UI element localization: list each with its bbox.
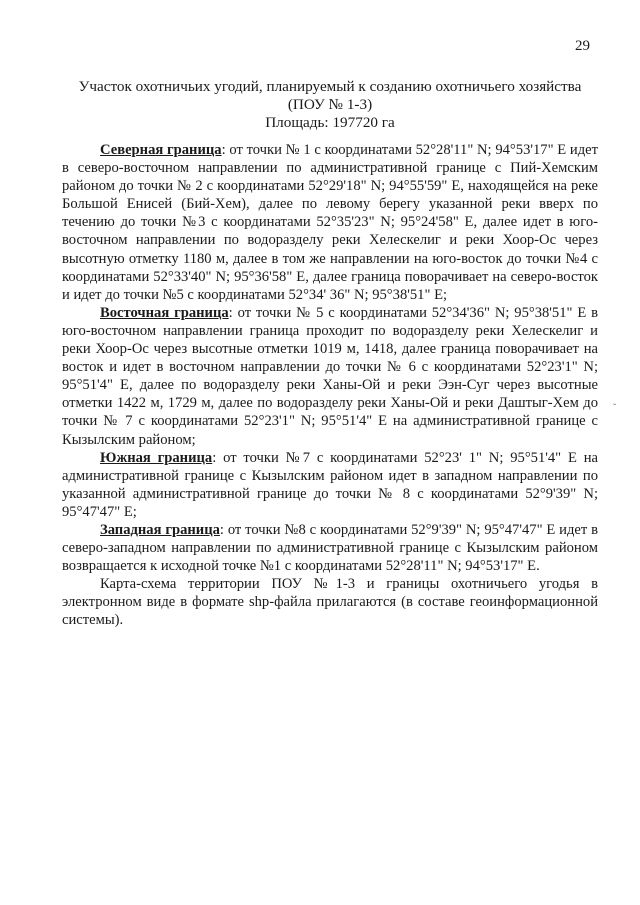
page-number: 29 — [575, 38, 590, 54]
south-boundary-heading: Южная граница — [100, 449, 213, 466]
document-body — [62, 141, 598, 630]
east-boundary-heading: Восточная граница — [100, 304, 229, 321]
north-boundary-paragraph — [62, 141, 598, 304]
west-boundary-heading: Западная граница — [100, 521, 220, 538]
north-boundary-text: : от точки № 1 с координатами 52°28'11" N; 94°53'17" E идет в северо-восточном направлении по административной границе с Пий-Хемским районом до точки № 2 с координатами 52°29'18" N; 94°55'59" E, находящейся на реке Большой Енисей (Бий-Хем), далее по левому берегу указанной реки вверх по течению до точки №3 с координатами 52°35'23" N; 95°24'58" E, далее идет в юго-восточном направлении по водоразделу реки Хелескелиг и реки Хоор-Ос через высотную отметку 1180 м, далее в том же направлении на юго-восток до точки №4 с координатами 52°33'40" N; 95°36'58" E, далее граница поворачивает на северо-восток и идет до точки №5 с координатами 52°34' 36" N; 95°38'51" E; — [62, 142, 599, 303]
east-boundary-text: : от точки № 5 с координатами 52°34'36" N; 95°38'51" E в юго-восточном направлении граница проходит по водоразделу реки Хелескелиг и реки Хоор-Ос через высотные отметки 1019 м, 1418, далее граница поворачивает на восток и идет в восточном направлении до точки № 6 с координатами 52°23'1" N; 95°51'4" E, далее по водоразделу реки Ханы-Ой и реки Ээн-Суг через высотные отметки 1422 м, 1729 м, далее по водоразделу реки Ханы-Ой и реки Даштыг-Хем до точки № 7 с координатами 52°23'1" N; 95°51'4" E на административной границе с Кызылским районом; — [62, 304, 598, 448]
south-boundary-paragraph — [62, 449, 598, 521]
west-boundary-paragraph — [62, 521, 598, 575]
north-boundary-heading: Северная граница — [100, 142, 222, 158]
title-line-3: Площадь: 197720 га — [265, 114, 395, 131]
south-boundary-text: : от точки №7 с координатами 52°23' 1" N; 95°51'4" E на административной границе с Кызылским районом идет в западном направлении по указанной административной границе до точки № 8 с координатами 52°9'39" N; 95°47'47" E; — [62, 449, 599, 520]
west-boundary-text: : от точки №8 с координатами 52°9'39" N; 95°47'47" E идет в северо-западном направлении по административной границе с Кызылским районом возвращается к исходной точке №1 с координатами 52°28'11" N; 94°53'17" E. — [62, 521, 598, 575]
title-line-2: (ПОУ № 1-3) — [287, 96, 373, 113]
scan-artifact-mark: ˇ — [613, 403, 617, 414]
closing-paragraph: Карта-схема территории ПОУ №1-3 и границы охотничьего угодья в электронном виде в формате shp-файла прилагаются (в составе геоинформационной системы). — [62, 576, 598, 629]
east-boundary-paragraph — [62, 304, 598, 449]
title-line-1: Участок охотничьих угодий, планируемый к созданию охотничьего хозяйства — [78, 78, 582, 95]
document-title — [40, 78, 620, 132]
